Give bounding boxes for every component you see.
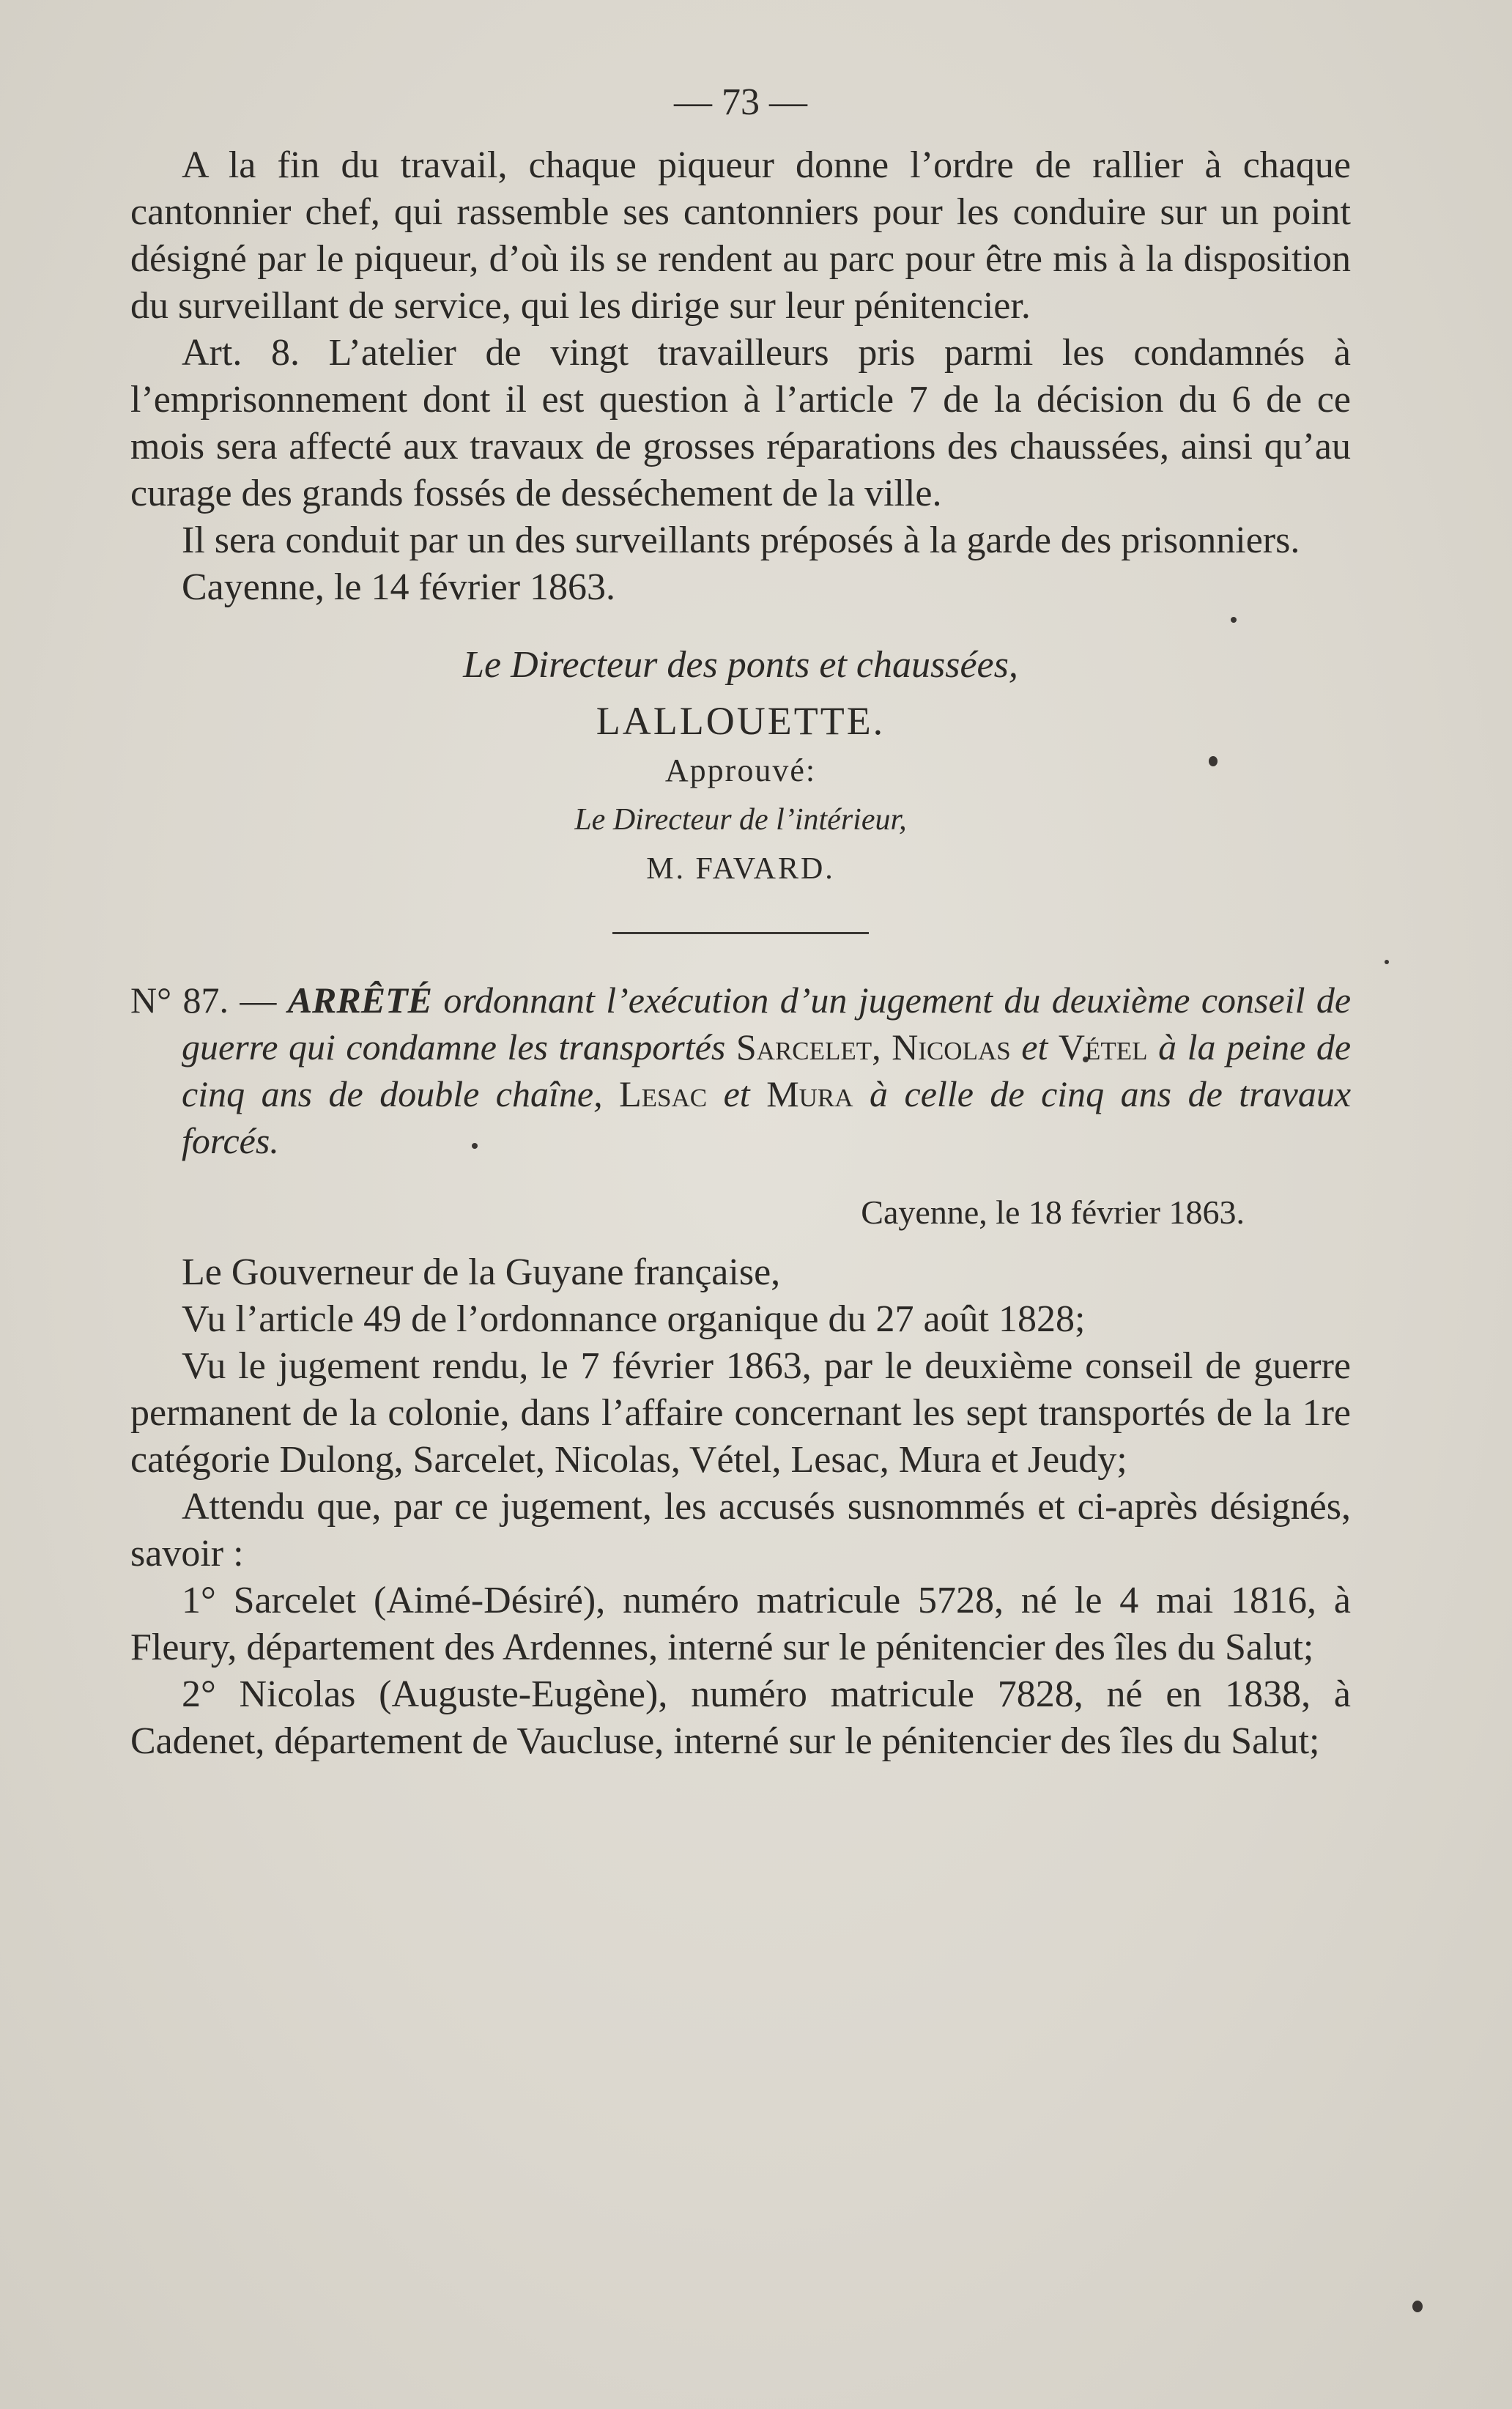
paragraph: 1° Sarcelet (Aimé-Désiré), numéro matricule 5728, né le 4 mai 1816, à Fleury, département des Ardennes, interné sur le pénitencier des îles du Salut; — [130, 1580, 1351, 1668]
scan-speck — [1385, 960, 1389, 964]
paragraph: Vu le jugement rendu, le 7 février 1863, par le deuxième conseil de guerre permanent de la colonie, dans l’affaire concernant les sept transportés de la 1re catégorie Dulong, Sarcelet, Nicolas, Vétel, Lesac, Mura et Jeudy; — [130, 1345, 1351, 1481]
text-block — [130, 73, 1351, 1765]
paragraph: Vu l’article 49 de l’ordonnance organique du 27 août 1828; — [182, 1298, 1086, 1340]
arrete-number: N° 87. — — [130, 980, 277, 1021]
signatory-name: LALLOUETTE. — [596, 699, 886, 743]
approver-title: Le Directeur de l’intérieur, — [574, 803, 907, 837]
approver-name: M. FAVARD. — [646, 852, 835, 886]
person-name: Lesac — [619, 1073, 708, 1114]
paragraph: Attendu que, par ce jugement, les accusés susnommés et ci-après désignés, savoir : — [130, 1486, 1351, 1574]
section-divider — [612, 932, 869, 934]
arrete-keyword: ARRÊTÉ — [287, 980, 432, 1021]
date-paragraph: Cayenne, le 14 février 1863. — [182, 566, 616, 608]
conjunction: et — [723, 1073, 750, 1114]
paragraph: Il sera conduit par un des surveillants préposés à la garde des prisonniers. — [182, 519, 1300, 561]
arrete-text: à la peine de cinq ans de double chaîne, — [182, 1026, 1352, 1114]
person-name: Vétel — [1058, 1026, 1148, 1067]
paragraph: 2° Nicolas (Auguste-Eugène), numéro matricule 7828, né en 1838, à Cadenet, département de Vaucluse, interné sur le pénitencier des îles du Salut; — [130, 1673, 1351, 1762]
person-name: Nicolas — [892, 1026, 1011, 1067]
person-name: Sarcelet — [735, 1026, 872, 1067]
paragraph: Art. 8. L’atelier de vingt travailleurs pris parmi les condamnés à l’emprisonnement dont il est question à l’article 7 de la décision du 6 de ce mois sera affecté aux travaux de grosses réparations des chaussées, ainsi qu’au curage des grands fossés de desséchement de la ville. — [130, 332, 1351, 514]
person-name: Mura — [766, 1073, 853, 1114]
paragraph: Le Gouverneur de la Guyane française, — [182, 1251, 781, 1293]
spacer — [130, 1236, 1351, 1249]
page-number: — 73 — — [674, 81, 807, 123]
approval-label: Approuvé: — [664, 752, 817, 788]
dateline: Cayenne, le 18 février 1863. — [861, 1194, 1245, 1231]
arrete-text: ordonnant l’exécution d’un jugement du deuxième conseil de guerre qui condamne les transportés — [182, 980, 1352, 1067]
conjunction: et — [1021, 1026, 1048, 1067]
arrete-text: à celle de cinq ans de travaux forcés. — [182, 1073, 1352, 1161]
signatory-title: Le Directeur des ponts et chaussées, — [463, 644, 1018, 686]
arrete-heading: N° 87. — ARRÊTÉ ordonnant l’exécution d’un jugement du deuxième conseil de guerre qui condamne les transportés Sarcelet, Nicolas et Vétel à la peine de cinq ans de double chaîne, Lesac et Mura à celle de cinq ans de travaux forcés. — [130, 980, 1352, 1161]
scan-speck — [1412, 2301, 1423, 2312]
paragraph: A la fin du travail, chaque piqueur donne l’ordre de rallier à chaque cantonnier chef, qui rassemble ses cantonniers pour les conduire sur un point désigné par le piqueur, d’où ils se rendent au parc pour être mis à la disposition du surveillant de service, qui les dirige sur leur pénitencier. — [130, 144, 1351, 327]
